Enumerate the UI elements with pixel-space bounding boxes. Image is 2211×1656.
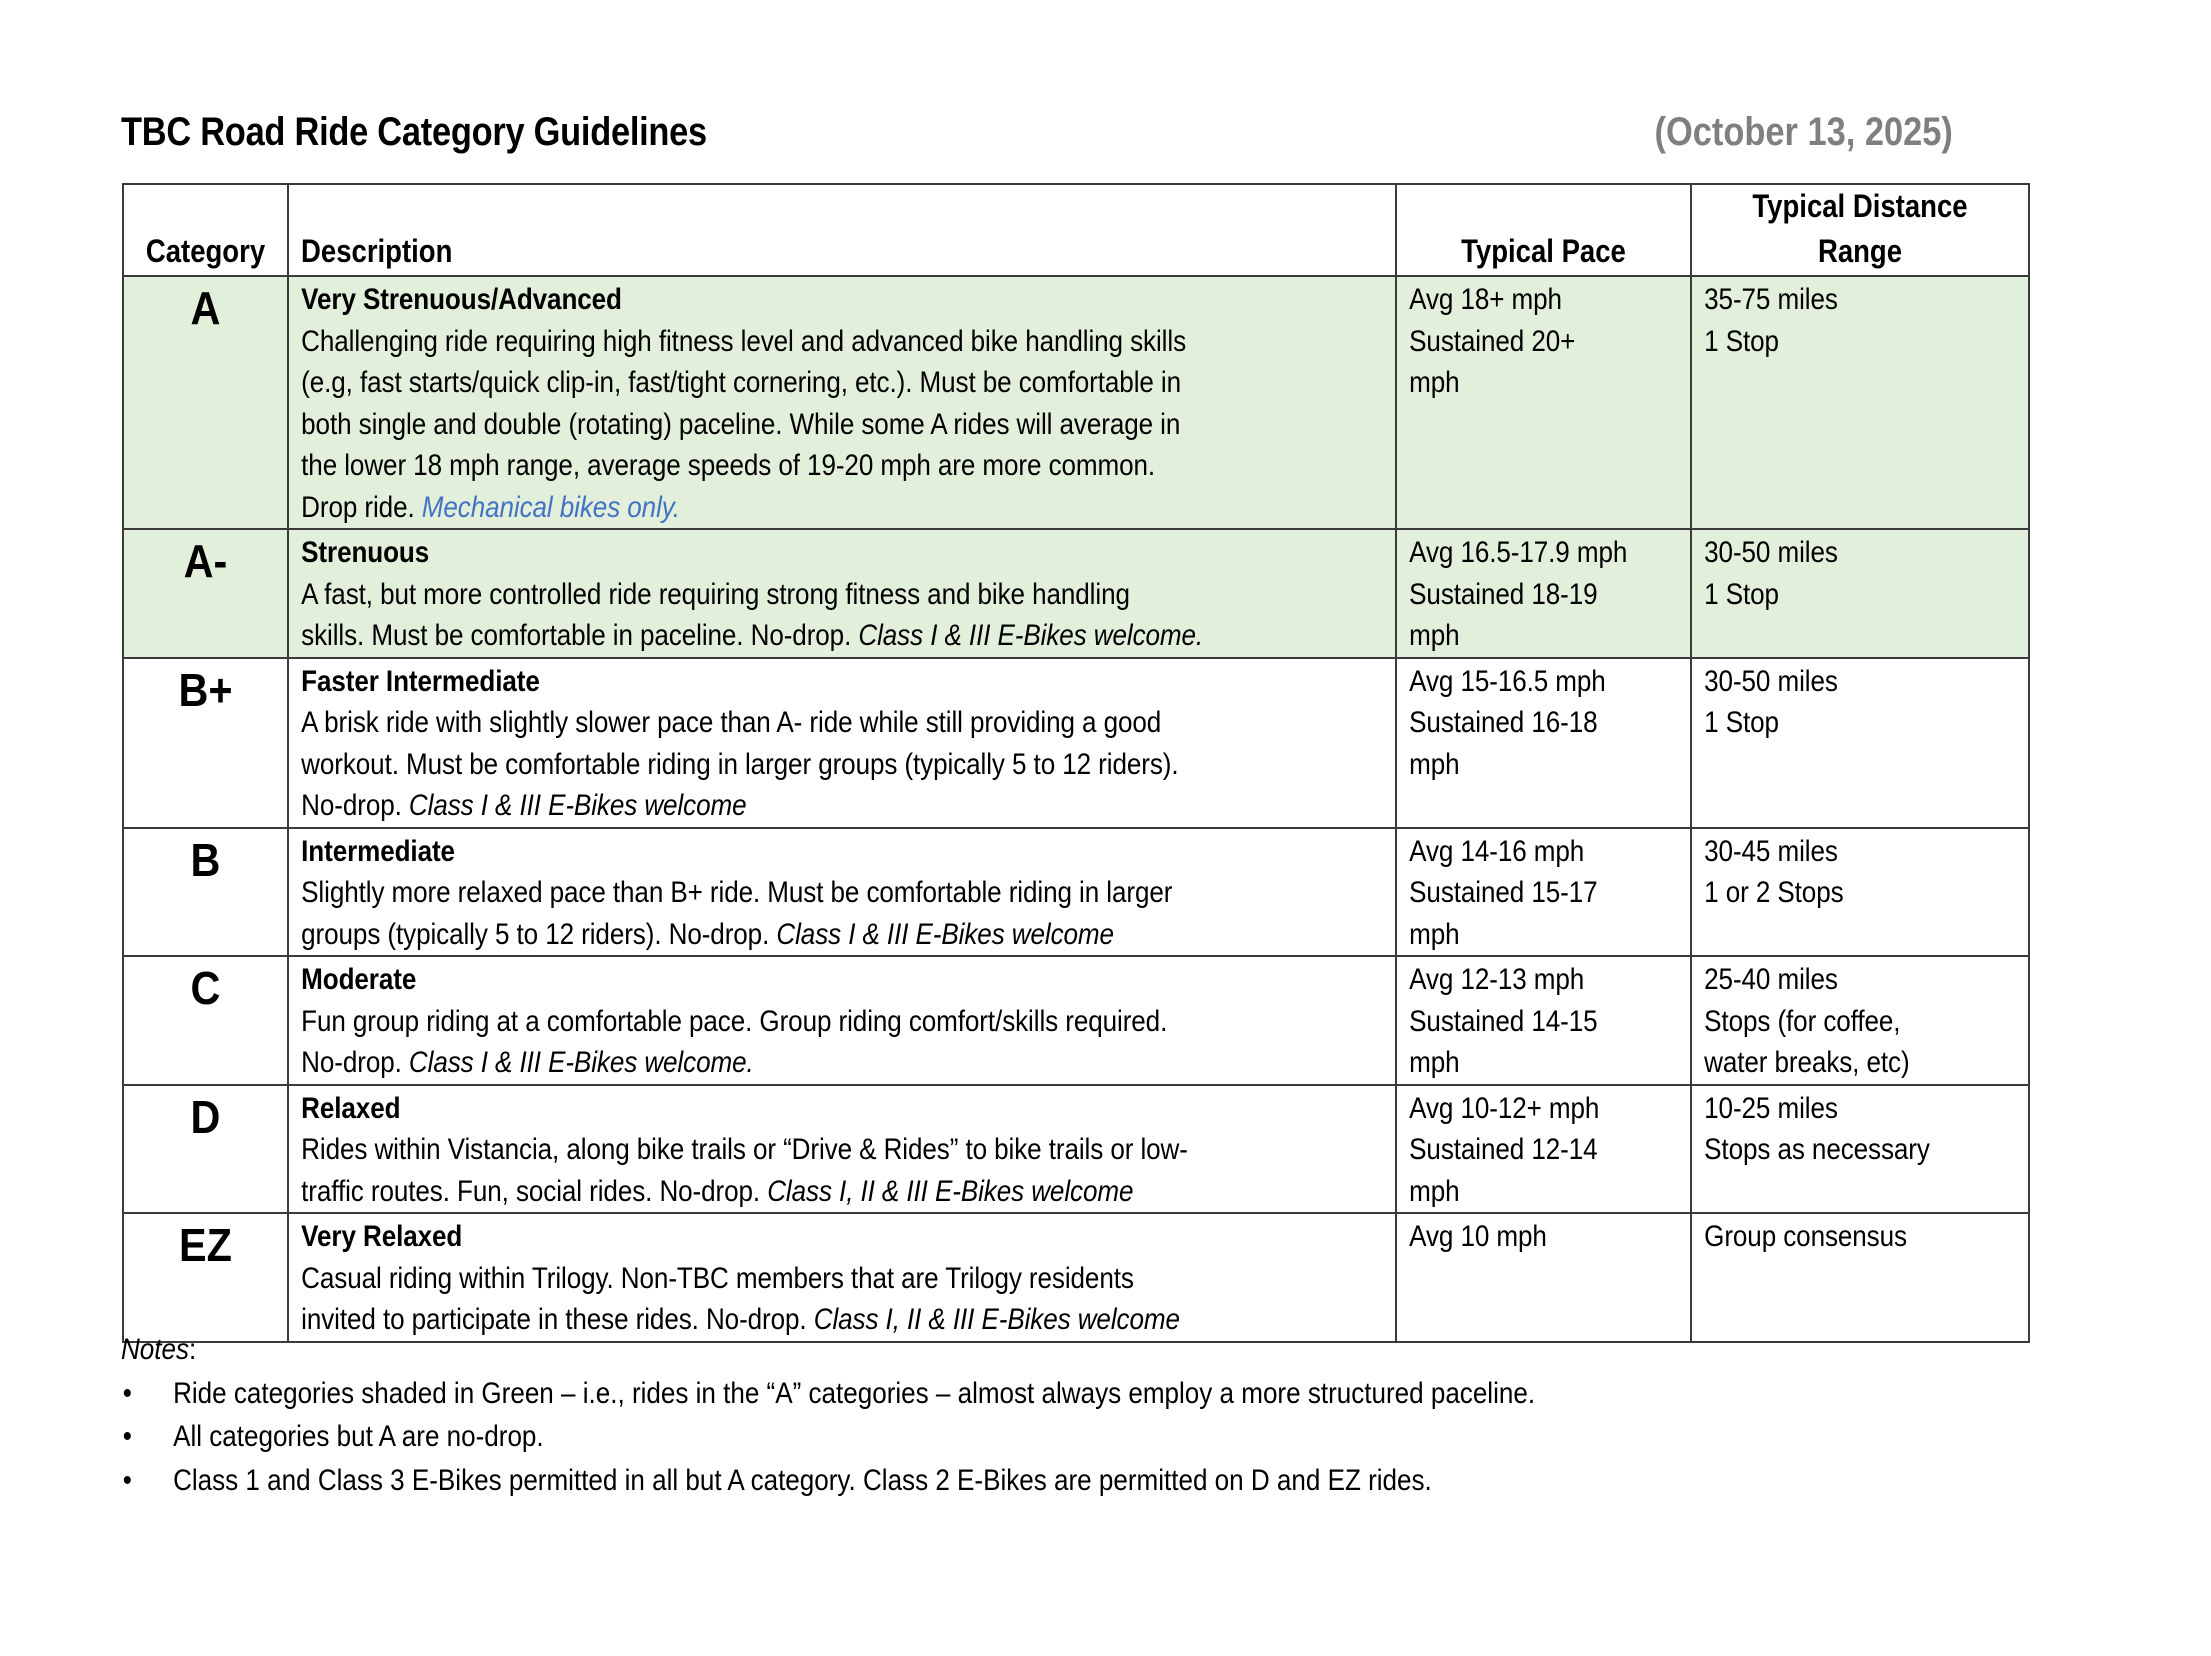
category-letter: B bbox=[190, 833, 221, 886]
distance-line: 30-45 miles bbox=[1704, 834, 1838, 868]
pace-cell bbox=[1396, 529, 1691, 658]
header-description-label: Description bbox=[301, 233, 453, 269]
pace-text bbox=[1397, 1086, 1651, 1213]
category-letter: D bbox=[190, 1090, 221, 1143]
distance-line: Group consensus bbox=[1704, 1220, 1907, 1253]
category-cell bbox=[123, 1213, 288, 1342]
header-category-label: Category bbox=[145, 233, 266, 269]
description-cell bbox=[288, 828, 1396, 957]
table-row bbox=[123, 276, 2029, 529]
pace-cell bbox=[1396, 1213, 1691, 1342]
mechanical-note: Mechanical bikes only. bbox=[421, 490, 680, 524]
pace-line: mph bbox=[1409, 1046, 1460, 1079]
distance-line: water breaks, etc) bbox=[1704, 1046, 1910, 1079]
description-text bbox=[289, 277, 1249, 528]
pace-cell bbox=[1396, 276, 1691, 529]
notes-label: Notes bbox=[121, 1333, 190, 1366]
table-row bbox=[123, 529, 2029, 658]
distance-text bbox=[1692, 1086, 1984, 1171]
description-segment: both single and double (rotating) paceline. While some A rides will average in bbox=[301, 407, 1181, 441]
description-cell bbox=[288, 1213, 1396, 1342]
category-cell bbox=[123, 828, 288, 957]
description-text bbox=[289, 659, 1249, 827]
description-title: Moderate bbox=[301, 963, 417, 996]
ebike-note: Class I & III E-Bikes welcome. bbox=[408, 1046, 754, 1079]
note-text: Ride categories shaded in Green – i.e., rides in the “A” categories – almost always employ a more structured paceline. bbox=[173, 1376, 1536, 1410]
distance-line: 1 Stop bbox=[1704, 577, 1779, 611]
pace-line: Avg 10 mph bbox=[1409, 1220, 1547, 1253]
distance-cell bbox=[1691, 276, 2029, 529]
description-title: Strenuous bbox=[301, 536, 430, 569]
description-segment: Fun group riding at a comfortable pace. Group riding comfort/skills required. bbox=[301, 1004, 1168, 1038]
pace-cell bbox=[1396, 1085, 1691, 1214]
distance-line: 10-25 miles bbox=[1704, 1091, 1838, 1125]
distance-cell bbox=[1691, 1213, 2029, 1342]
description-segment: groups (typically 5 to 12 riders). No-drop. bbox=[301, 917, 777, 951]
pace-text bbox=[1397, 829, 1651, 956]
header-distance bbox=[1691, 184, 2029, 276]
pace-text bbox=[1397, 530, 1651, 657]
description-line bbox=[301, 487, 1249, 529]
pace-line: Avg 12-13 mph bbox=[1409, 963, 1585, 996]
table-row bbox=[123, 1085, 2029, 1214]
note-text: All categories but A are no-drop. bbox=[173, 1420, 544, 1453]
category-letter: A bbox=[190, 282, 221, 334]
header-distance-label-line2: Range bbox=[1817, 233, 1903, 269]
distance-line: 35-75 miles bbox=[1704, 283, 1838, 316]
description-line bbox=[301, 1258, 1249, 1300]
pace-line: Avg 18+ mph bbox=[1409, 283, 1562, 316]
description-segment: No-drop. bbox=[301, 789, 409, 822]
header-pace-label: Typical Pace bbox=[1461, 233, 1626, 269]
distance-text bbox=[1692, 277, 1984, 362]
description-line bbox=[301, 1129, 1249, 1171]
category-cell bbox=[123, 956, 288, 1085]
description-segment: Slightly more relaxed pace than B+ ride. Must be comfortable riding in larger bbox=[301, 876, 1173, 909]
distance-line: Stops as necessary bbox=[1704, 1133, 1930, 1166]
distance-text bbox=[1692, 1214, 1984, 1258]
table-row bbox=[123, 658, 2029, 828]
distance-cell bbox=[1691, 658, 2029, 828]
pace-line: Sustained 18-19 bbox=[1409, 577, 1598, 611]
header-pace bbox=[1396, 184, 1691, 276]
pace-cell bbox=[1396, 658, 1691, 828]
description-text bbox=[289, 530, 1249, 657]
distance-cell bbox=[1691, 956, 2029, 1085]
distance-cell bbox=[1691, 1085, 2029, 1214]
bullet-icon: • bbox=[122, 1376, 132, 1410]
pace-line: Avg 14-16 mph bbox=[1409, 834, 1585, 868]
pace-line: Sustained 14-15 bbox=[1409, 1004, 1598, 1038]
pace-line: Avg 10-12+ mph bbox=[1409, 1091, 1600, 1125]
category-cell bbox=[123, 529, 288, 658]
description-line bbox=[301, 872, 1249, 914]
pace-line: mph bbox=[1409, 1174, 1460, 1208]
description-segment: the lower 18 mph range, average speeds of 19-20 mph are more common. bbox=[301, 449, 1156, 482]
description-text bbox=[289, 829, 1249, 956]
description-line bbox=[301, 1001, 1249, 1043]
note-item bbox=[121, 1459, 1535, 1503]
description-line bbox=[301, 914, 1249, 956]
description-title: Very Strenuous/Advanced bbox=[301, 283, 622, 316]
distance-text bbox=[1692, 829, 1984, 914]
distance-text bbox=[1692, 957, 1984, 1084]
notes-heading bbox=[121, 1328, 1535, 1372]
description-cell bbox=[288, 529, 1396, 658]
description-segment: A fast, but more controlled ride requiring strong fitness and bike handling bbox=[301, 577, 1130, 611]
distance-line: 1 Stop bbox=[1704, 324, 1779, 358]
distance-cell bbox=[1691, 529, 2029, 658]
description-line bbox=[301, 404, 1249, 446]
description-text bbox=[289, 1086, 1249, 1213]
description-text bbox=[289, 957, 1249, 1084]
description-cell bbox=[288, 956, 1396, 1085]
category-letter: EZ bbox=[179, 1219, 232, 1271]
pace-text bbox=[1397, 957, 1651, 1084]
note-item bbox=[121, 1415, 1535, 1459]
pace-line: Sustained 12-14 bbox=[1409, 1133, 1598, 1166]
description-cell bbox=[288, 1085, 1396, 1214]
note-text: Class 1 and Class 3 E-Bikes permitted in all but A category. Class 2 E-Bikes are permitted on D and EZ rides. bbox=[173, 1463, 1432, 1497]
description-segment: Rides within Vistancia, along bike trails or “Drive & Rides” to bike trails or low- bbox=[301, 1133, 1188, 1166]
distance-cell bbox=[1691, 828, 2029, 957]
description-cell bbox=[288, 276, 1396, 529]
ride-category-table bbox=[122, 183, 2030, 1343]
pace-text bbox=[1397, 1214, 1651, 1258]
description-segment: A brisk ride with slightly slower pace than A- ride while still providing a good bbox=[301, 706, 1162, 739]
description-segment: workout. Must be comfortable riding in larger groups (typically 5 to 12 riders). bbox=[301, 747, 1179, 781]
header-description bbox=[288, 184, 1396, 276]
category-letter: B+ bbox=[178, 663, 233, 716]
pace-line: Sustained 15-17 bbox=[1409, 876, 1598, 909]
distance-text bbox=[1692, 659, 1984, 744]
page-title: TBC Road Ride Category Guidelines bbox=[121, 110, 707, 154]
distance-line: 30-50 miles bbox=[1704, 664, 1838, 698]
distance-line: 1 Stop bbox=[1704, 706, 1779, 739]
description-title: Intermediate bbox=[301, 834, 455, 868]
document-date: (October 13, 2025) bbox=[1654, 110, 1953, 154]
description-segment: traffic routes. Fun, social rides. No-drop. bbox=[301, 1174, 768, 1208]
description-line bbox=[301, 785, 1249, 827]
description-segment: invited to participate in these rides. No-drop. bbox=[301, 1303, 814, 1336]
note-item bbox=[121, 1372, 1535, 1416]
ebike-note: Class I, II & III E-Bikes welcome bbox=[767, 1174, 1134, 1208]
category-cell bbox=[123, 276, 288, 529]
pace-text bbox=[1397, 277, 1651, 404]
category-cell bbox=[123, 658, 288, 828]
bullet-icon: • bbox=[122, 1463, 132, 1497]
description-segment: Casual riding within Trilogy. Non-TBC members that are Trilogy residents bbox=[301, 1261, 1134, 1295]
pace-line: mph bbox=[1409, 366, 1460, 399]
description-segment: No-drop. bbox=[301, 1046, 409, 1079]
description-line bbox=[301, 1171, 1249, 1213]
table-row bbox=[123, 828, 2029, 957]
table-row bbox=[123, 1213, 2029, 1342]
category-cell bbox=[123, 1085, 288, 1214]
notes-section bbox=[121, 1328, 1535, 1502]
description-line bbox=[301, 445, 1249, 487]
pace-cell bbox=[1396, 956, 1691, 1085]
pace-line: Avg 16.5-17.9 mph bbox=[1409, 536, 1628, 569]
table-row bbox=[123, 956, 2029, 1085]
bullet-icon: • bbox=[122, 1420, 132, 1453]
header-category bbox=[123, 184, 288, 276]
pace-line: Avg 15-16.5 mph bbox=[1409, 664, 1606, 698]
description-line bbox=[301, 1042, 1249, 1084]
description-segment: Drop ride. bbox=[301, 490, 422, 524]
pace-cell bbox=[1396, 828, 1691, 957]
category-letter: C bbox=[190, 962, 221, 1014]
distance-text bbox=[1692, 530, 1984, 615]
distance-line: Stops (for coffee, bbox=[1704, 1004, 1901, 1038]
description-cell bbox=[288, 658, 1396, 828]
distance-line: 1 or 2 Stops bbox=[1704, 876, 1844, 909]
distance-line: 25-40 miles bbox=[1704, 963, 1838, 996]
pace-line: mph bbox=[1409, 917, 1460, 951]
header-distance-label-line1: Typical Distance bbox=[1752, 188, 1968, 224]
description-title: Very Relaxed bbox=[301, 1220, 463, 1253]
notes-colon: : bbox=[189, 1333, 197, 1366]
table-body bbox=[123, 276, 2029, 1342]
description-line bbox=[301, 615, 1249, 657]
description-segment: Challenging ride requiring high fitness level and advanced bike handling skills bbox=[301, 324, 1187, 358]
ebike-note: Class I & III E-Bikes welcome bbox=[776, 917, 1114, 951]
table-header-row bbox=[123, 184, 2029, 276]
description-line bbox=[301, 321, 1249, 363]
description-line bbox=[301, 362, 1249, 404]
pace-line: mph bbox=[1409, 747, 1460, 781]
pace-line: Sustained 16-18 bbox=[1409, 706, 1598, 739]
ebike-note: Class I & III E-Bikes welcome. bbox=[858, 619, 1204, 652]
description-segment: skills. Must be comfortable in paceline. No-drop. bbox=[301, 619, 859, 652]
pace-line: mph bbox=[1409, 619, 1460, 652]
description-text bbox=[289, 1214, 1249, 1341]
description-segment: (e.g, fast starts/quick clip-in, fast/tight cornering, etc.). Must be comfortable in bbox=[301, 366, 1182, 399]
description-line bbox=[301, 702, 1249, 744]
description-line bbox=[301, 744, 1249, 786]
category-letter: A- bbox=[183, 535, 228, 587]
description-line bbox=[301, 574, 1249, 616]
description-title: Faster Intermediate bbox=[301, 664, 540, 698]
pace-line: Sustained 20+ bbox=[1409, 324, 1576, 358]
distance-line: 30-50 miles bbox=[1704, 536, 1838, 569]
pace-text bbox=[1397, 659, 1651, 786]
ebike-note: Class I, II & III E-Bikes welcome bbox=[813, 1303, 1180, 1336]
ebike-note: Class I & III E-Bikes welcome bbox=[408, 789, 747, 822]
description-title: Relaxed bbox=[301, 1091, 401, 1125]
